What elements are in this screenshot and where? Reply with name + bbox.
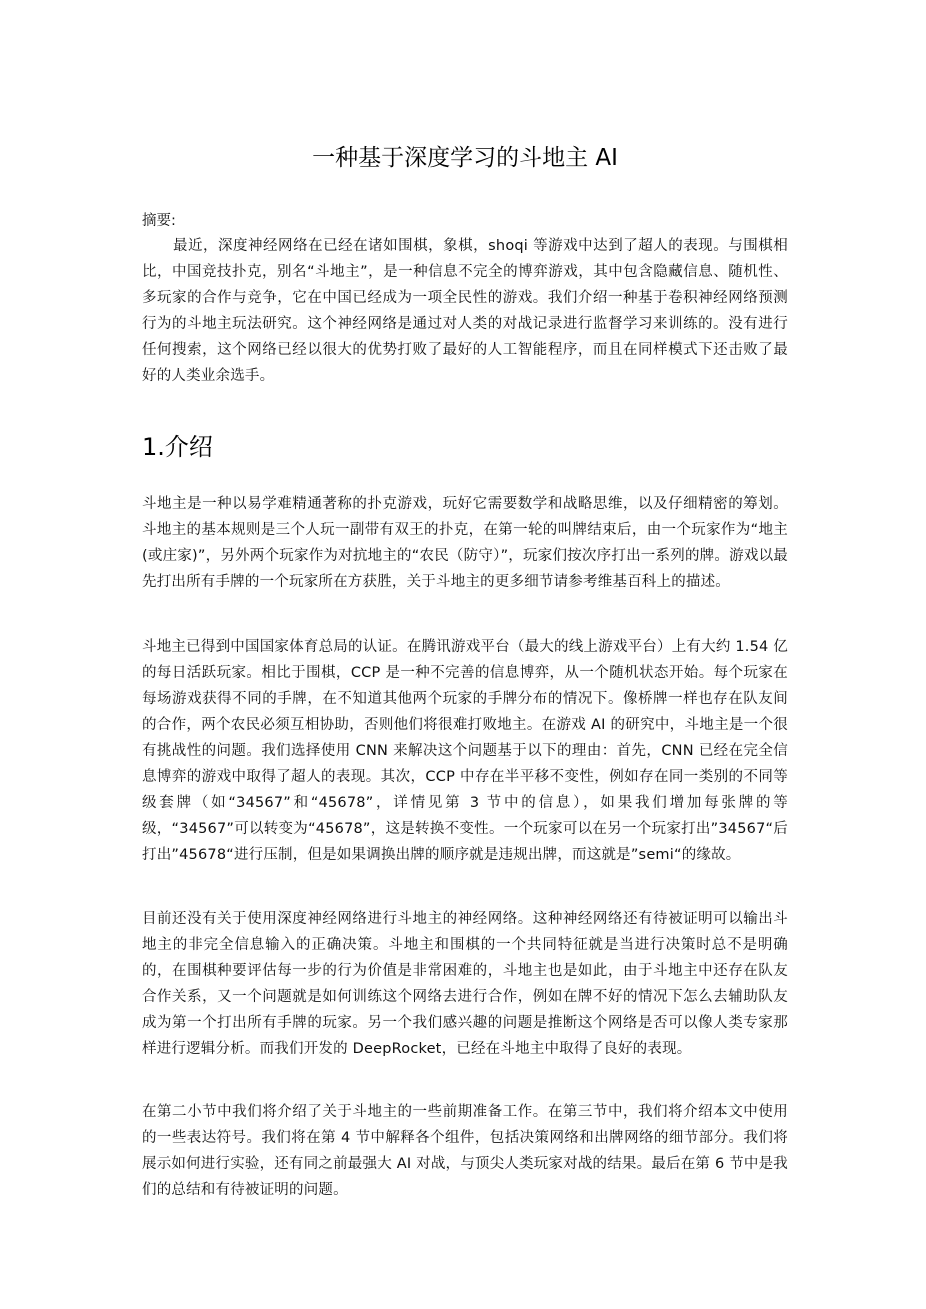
intro-paragraph-4: 在第二小节中我们将介绍了关于斗地主的一些前期准备工作。在第三节中，我们将介绍本文中使用的一些表达符号。我们将在第 4 节中解释各个组件，包括决策网络和出牌网络的细节部分。我们将展示如何进行实验，还有同之前最强大 AI 对战，与顶尖人类玩家对战的结果。最后在第 6 节中是我们的总结和有待被证明的问题。 [142,1104,788,1198]
abstract-text: 最近，深度神经网络在已经在诸如围棋，象棋，shoqi 等游戏中达到了超人的表现。与围棋相比，中国竞技扑克，别名“斗地主”，是一种信息不完全的博弈游戏，其中包含隐藏信息、随机性、多玩家的合作与竞争，它在中国已经成为一项全民性的游戏。我们介绍一种基于卷积神经网络预测行为的斗地主玩法研究。这个神经网络是通过对人类的对战记录进行监督学习来训练的。没有进行任何搜索，这个网络已经以很大的优势打败了最好的人工智能程序，而且在同样模式下还击败了最好的人类业余选手。 [142,238,788,384]
intro-paragraph-2: 斗地主已得到中国国家体育总局的认证。在腾讯游戏平台（最大的线上游戏平台）上有大约 1.54 亿的每日活跃玩家。相比于围棋，CCP 是一种不完善的信息博弈，从一个随机状态开始。每个玩家在每场游戏获得不同的手牌，在不知道其他两个玩家的手牌分布的情况下。像桥牌一样也存在队友间的合作，两个农民必须互相协助，否则他们将很难打败地主。在游戏 AI 的研究中，斗地主是一个很有挑战性的问题。我们选择使用 CNN 来解决这个问题基于以下的理由：首先，CNN 已经在完全信息博弈的游戏中取得了超人的表现。其次，CCP 中存在半平移不变性，例如存在同一类别的不同等级套牌（如“34567”和“45678”，详情见第 3 节中的信息），如果我们增加每张牌的等级，“34567”可以转变为“45678”，这是转换不变性。一个玩家可以在另一个玩家打出”34567“后打出”45678“进行压制，但是如果调换出牌的顺序就是违规出牌，而这就是”semi“的缘故。 [142,639,788,863]
abstract-label: 摘要: [142,213,176,229]
page-title: 一种基于深度学习的斗地主 AI [312,145,618,171]
intro-paragraph-1: 斗地主是一种以易学难精通著称的扑克游戏，玩好它需要数学和战略思维，以及仔细精密的筹划。斗地主的基本规则是三个人玩一副带有双王的扑克，在第一轮的叫牌结束后，由一个玩家作为“地主(或庄家)”，另外两个玩家作为对抗地主的“农民（防守）”，玩家们按次序打出一系列的牌。游戏以最先打出所有手牌的一个玩家所在方获胜，关于斗地主的更多细节请参考维基百科上的描述。 [142,496,788,590]
intro-paragraph-3: 目前还没有关于使用深度神经网络进行斗地主的神经网络。这种神经网络还有待被证明可以输出斗地主的非完全信息输入的正确决策。斗地主和围棋的一个共同特征就是当进行决策时总不是明确的，在围棋种要评估每一步的行为价值是非常困难的，斗地主也是如此，由于斗地主中还存在队友合作关系，又一个问题就是如何训练这个网络去进行合作，例如在牌不好的情况下怎么去辅助队友成为第一个打出所有手牌的玩家。另一个我们感兴趣的问题是推断这个网络是否可以像人类专家那样进行逻辑分析。而我们开发的 DeepRocket，已经在斗地主中取得了良好的表现。 [142,911,788,1057]
section-heading-introduction: 1.介绍 [142,433,213,461]
